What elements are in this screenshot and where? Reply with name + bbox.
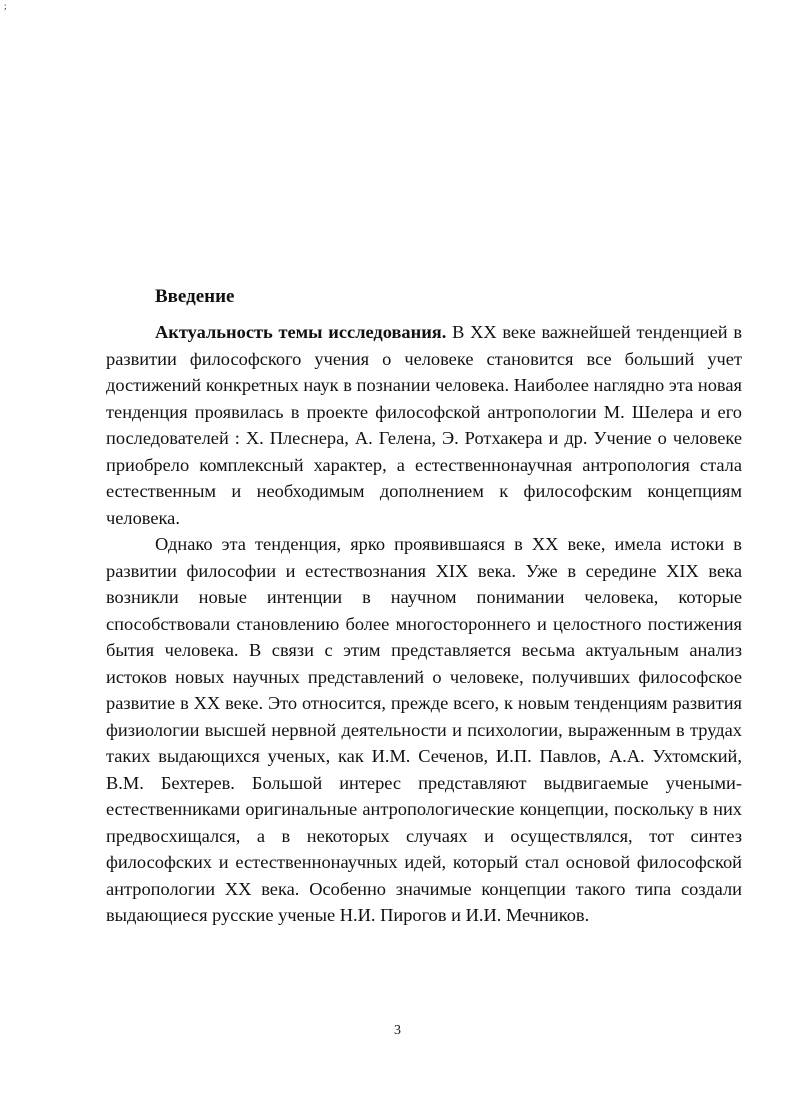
paragraph-lead: Актуальность темы исследования. <box>155 322 447 342</box>
paragraph-origins: Однако эта тенденция, ярко проявившаяся в XX веке, имела истоки в развитии философии и естествознания XIX века. Уже в середине XIX века возникли новые интенции в научном понимании человека, которые способствовали становлению более многостороннего и целостного постижения бытия человека. В связи с этим представляется весьма актуальным анализ истоков новых научных представлений о человеке, получивших философское развитие в XX веке. Это относится, прежде всего, к новым тенденциям развития физиологии высшей нервной деятельности и психологии, выраженным в трудах таких выдающихся ученых, как И.М. Сеченов, И.П. Павлов, А.А. Ухтомский, В.М. Бехтерев. Большой интерес представляют выдвигаемые учеными-естественниками оригинальные антропологические концепции, поскольку в них предвосхищался, а в некоторых случаях и осуществлялся, тот синтез философских и естественнонаучных идей, который стал основой философской антропологии XX века. Особенно значимые концепции такого типа создали выдающиеся русские ученые Н.И. Пирогов и И.И. Мечников. <box>106 534 742 925</box>
page-number: 3 <box>394 1023 401 1038</box>
paragraph-relevance <box>106 319 742 531</box>
section-heading: Введение <box>155 286 235 307</box>
paragraph-relevance-text: В XX веке важнейшей тенденцией в развитии философского учения о человеке становится все больший учет достижений конкретных наук в познании человека. Наиболее наглядно эта новая тенденция проявилась в проекте философской антропологии М. Шелера и его последователей : X. Плеснера, А. Гелена, Э. Ротхакера и др. Учение о человеке приобрело комплексный характер, а естественнонаучная антропология стала естественным и необходимым дополнением к философским концепциям человека. <box>106 322 743 528</box>
scan-mark: ; <box>4 1 7 11</box>
body-text <box>106 319 742 929</box>
